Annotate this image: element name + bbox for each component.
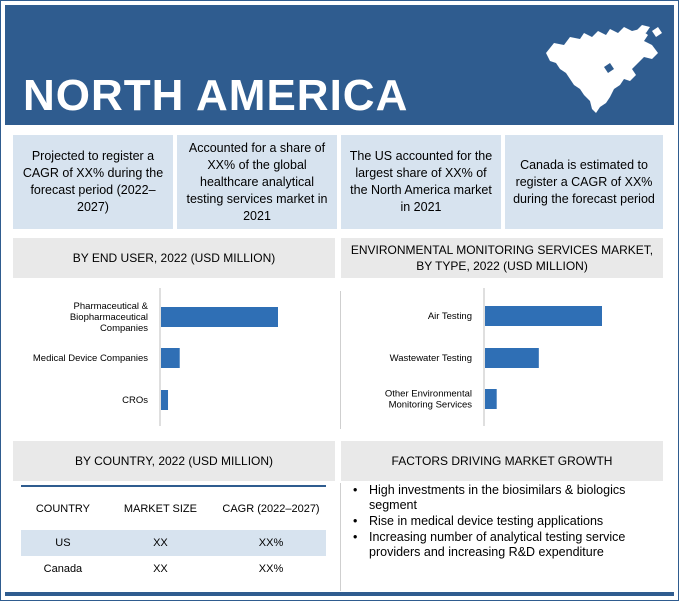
list-item: • High investments in the biosimilars & biologics segment xyxy=(353,483,663,513)
cell-country: US xyxy=(21,530,105,556)
table-row xyxy=(21,556,326,582)
bar xyxy=(485,389,497,409)
country-section-title: BY COUNTRY, 2022 (USD MILLION) xyxy=(13,441,335,481)
country-table xyxy=(21,485,326,582)
list-item: • Rise in medical device testing applications xyxy=(353,514,663,529)
factors-list xyxy=(353,483,663,561)
column-header-cagr: CAGR (2022–2027) xyxy=(216,486,326,530)
column-header-market-size: MARKET SIZE xyxy=(105,486,216,530)
factors-section-title: FACTORS DRIVING MARKET GROWTH xyxy=(341,441,663,481)
category-label: CROs xyxy=(122,395,148,406)
stat-global-share: Accounted for a share of XX% of the global healthcare analytical testing services market in 2021 xyxy=(177,135,337,229)
table-header-row xyxy=(21,486,326,530)
env-section-title: ENVIRONMENTAL MONITORING SERVICES MARKET, BY TYPE, 2022 (USD MILLION) xyxy=(341,238,663,278)
environmental-bar-chart xyxy=(341,286,663,431)
list-item: • Increasing number of analytical testing service providers and increasing R&D expenditure xyxy=(353,530,663,560)
column-header-country: COUNTRY xyxy=(21,486,105,530)
header-banner xyxy=(5,5,674,125)
table-row xyxy=(21,530,326,556)
cell-cagr: XX% xyxy=(216,530,326,556)
cell-cagr: XX% xyxy=(258,563,284,575)
bottom-divider xyxy=(340,483,341,591)
bar xyxy=(485,306,602,326)
cell-market-size: XX xyxy=(105,530,216,556)
category-label: Pharmaceutical & Biopharmaceutical Companies xyxy=(69,301,148,334)
bottom-border xyxy=(5,592,674,596)
category-label: Air Testing xyxy=(427,311,472,322)
stat-us-share: The US accounted for the largest share of XX% of the North America market in 2021 xyxy=(341,135,501,229)
bar xyxy=(161,390,168,410)
stat-cagr: Projected to register a CAGR of XX% during the forecast period (2022–2027) xyxy=(13,135,173,229)
category-label: Other Environmental Monitoring Services xyxy=(384,388,472,411)
category-label: Wastewater Testing xyxy=(389,353,472,364)
end-user-section-title: BY END USER, 2022 (USD MILLION) xyxy=(13,238,335,278)
page-title: NORTH AMERICA xyxy=(23,71,409,120)
cell-market-size: XX xyxy=(153,563,168,575)
bar xyxy=(485,348,539,368)
end-user-bar-chart xyxy=(13,286,335,431)
stat-canada-cagr: Canada is estimated to register a CAGR of XX% during the forecast period xyxy=(505,135,663,229)
cell-country: Canada xyxy=(43,563,83,575)
bar xyxy=(161,307,278,327)
north-america-map-icon xyxy=(540,23,665,118)
bar xyxy=(161,348,180,368)
category-label: Medical Device Companies xyxy=(32,353,148,364)
